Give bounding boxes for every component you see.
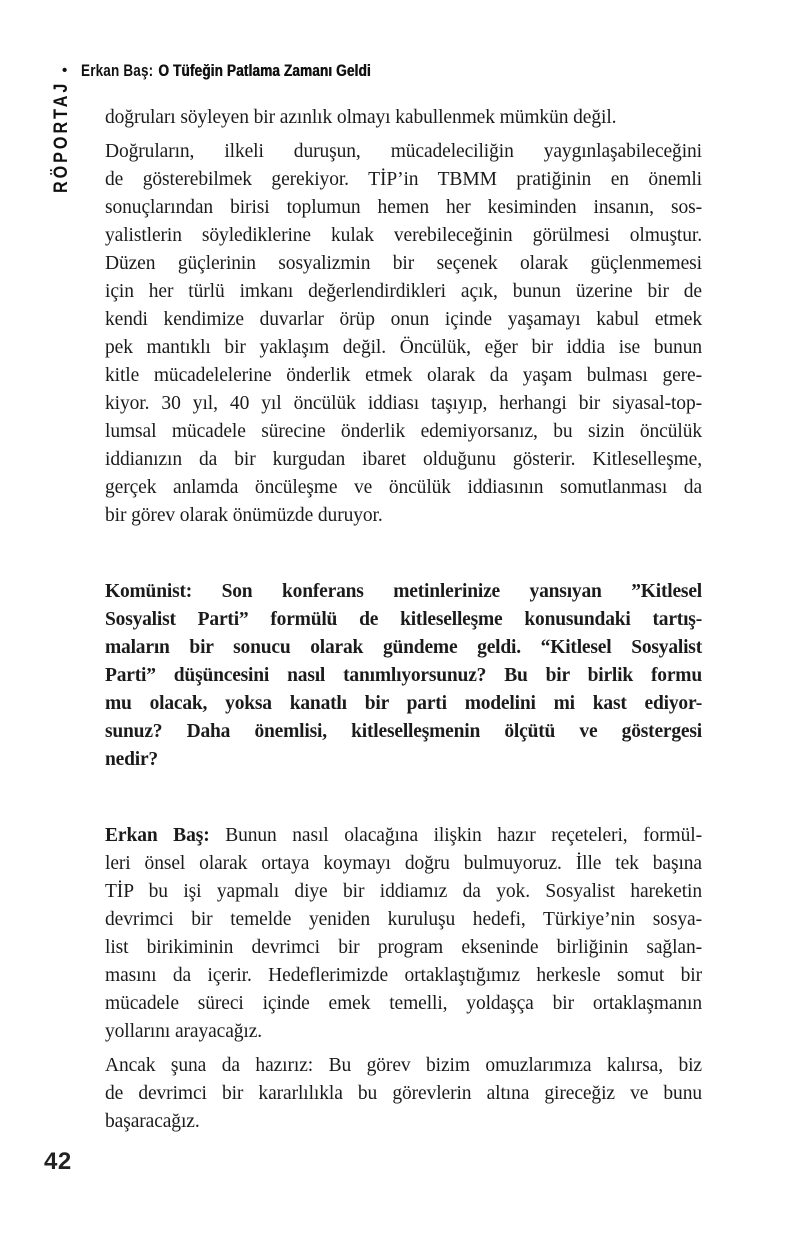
text-line: gerçek anlamda öncüleşme ve öncülük iddiasının somutlanması da — [105, 477, 702, 498]
text-line: için her türlü imkanı değerlendirdikleri açık, bunun üzerine bir de — [105, 281, 702, 302]
text-line: Erkan Baş: Bunun nasıl olacağına ilişkin hazır reçeteleri, formül- — [105, 825, 702, 846]
text-line: kiyor. 30 yıl, 40 yıl öncülük iddiası taşıyıp, herhangi bir siyasal-top- — [105, 393, 702, 414]
speaker-name: Erkan Baş: — [105, 825, 210, 846]
paragraph — [105, 822, 702, 1046]
header-author: Erkan Baş: — [81, 62, 154, 80]
speaker-name: Komünist: — [105, 581, 193, 602]
text-line: maların bir sonucu olarak gündeme geldi. “Kitlesel Sosyalist — [105, 637, 702, 658]
text-line: Komünist: Son konferans metinlerinize yansıyan ”Kitlesel — [105, 581, 702, 602]
text-line: kendi kendimize duvarlar örüp onun içinde yaşamayı kabul etmek — [105, 309, 702, 330]
text-line: doğruları söyleyen bir azınlık olmayı kabullenmek mümkün değil. — [105, 107, 617, 128]
text-line: Düzen güçlerinin sosyalizmin bir seçenek olarak güçlenmemesi — [105, 253, 702, 274]
margin-label-roportaj: RÖPORTAJ — [51, 80, 72, 193]
text-line: kitle mücadelelerine önderlik etmek olarak da yaşam bulması gere- — [105, 365, 702, 386]
text-line: TİP bu işi yapmalı diye bir iddiamız da yok. Sosyalist hareketin — [105, 881, 702, 902]
text-line: mücadele süreci içinde emek temelli, yoldaşça bir ortaklaşmanın — [105, 993, 702, 1014]
header-text — [81, 62, 371, 81]
text-line: de gösterebilmek gerekiyor. TİP’in TBMM pratiğinin en önemli — [105, 169, 702, 190]
text-line: Parti” düşüncesini nasıl tanımlıyorsunuz? Bu bir birlik formu — [105, 665, 702, 686]
text-line: başaracağız. — [105, 1111, 200, 1132]
text-line: Sosyalist Parti” formülü de kitleselleşme konusundaki tartış- — [105, 609, 702, 630]
text-line: Doğruların, ilkeli duruşun, mücadeleciliğin yaygınlaşabileceğini — [105, 141, 702, 162]
paragraph — [105, 578, 702, 774]
paragraph — [105, 138, 702, 530]
running-header — [62, 62, 435, 81]
text-line: sonuçlarından birisi toplumun hemen her kesiminden insanın, sos- — [105, 197, 702, 218]
bullet-icon: • — [62, 62, 68, 79]
text-line: yollarını arayacağız. — [105, 1021, 263, 1042]
text-line: list birikiminin devrimci bir program ekseninde birliğinin sağlan- — [105, 937, 702, 958]
text-line: Ancak şuna da hazırız: Bu görev bizim omuzlarımıza kalırsa, biz — [105, 1055, 702, 1076]
text-line: sunuz? Daha önemlisi, kitleselleşmenin ölçütü ve göstergesi — [105, 721, 702, 742]
header-title: O Tüfeğin Patlama Zamanı Geldi — [158, 62, 371, 80]
text-line: de devrimci bir kararlılıkla bu görevlerin altına gireceğiz ve bunu — [105, 1083, 702, 1104]
paragraph — [105, 1052, 702, 1136]
text-line: mu olacak, yoksa kanatlı bir parti modelini mi kast ediyor- — [105, 693, 702, 714]
text-line: yalistlerin söylediklerine kulak verebileceğinin görülmesi olmuştur. — [105, 225, 702, 246]
text-line: leri önsel olarak ortaya koymayı doğru bulmuyoruz. İlle tek başına — [105, 853, 702, 874]
text-line: bir görev olarak önümüzde duruyor. — [105, 505, 383, 526]
text-line: pek mantıklı bir yaklaşım değil. Öncülük, eğer bir iddia ise bunun — [105, 337, 702, 358]
body-text — [105, 104, 702, 1136]
text-line: masını da içerir. Hedeflerimizde ortaklaştığımız herkesle somut bir — [105, 965, 702, 986]
text-line: nedir? — [105, 749, 158, 770]
text-line: lumsal mücadele sürecine önderlik edemiyorsanız, bu sizin öncülük — [105, 421, 702, 442]
text-line: iddianızın da bir kurgudan ibaret olduğunu gösterir. Kitleselleşme, — [105, 449, 702, 470]
page-number: 42 — [44, 1148, 72, 1175]
paragraph — [105, 104, 702, 132]
text-line: devrimci bir temelde yeniden kuruluşu hedefi, Türkiye’nin sosya- — [105, 909, 702, 930]
